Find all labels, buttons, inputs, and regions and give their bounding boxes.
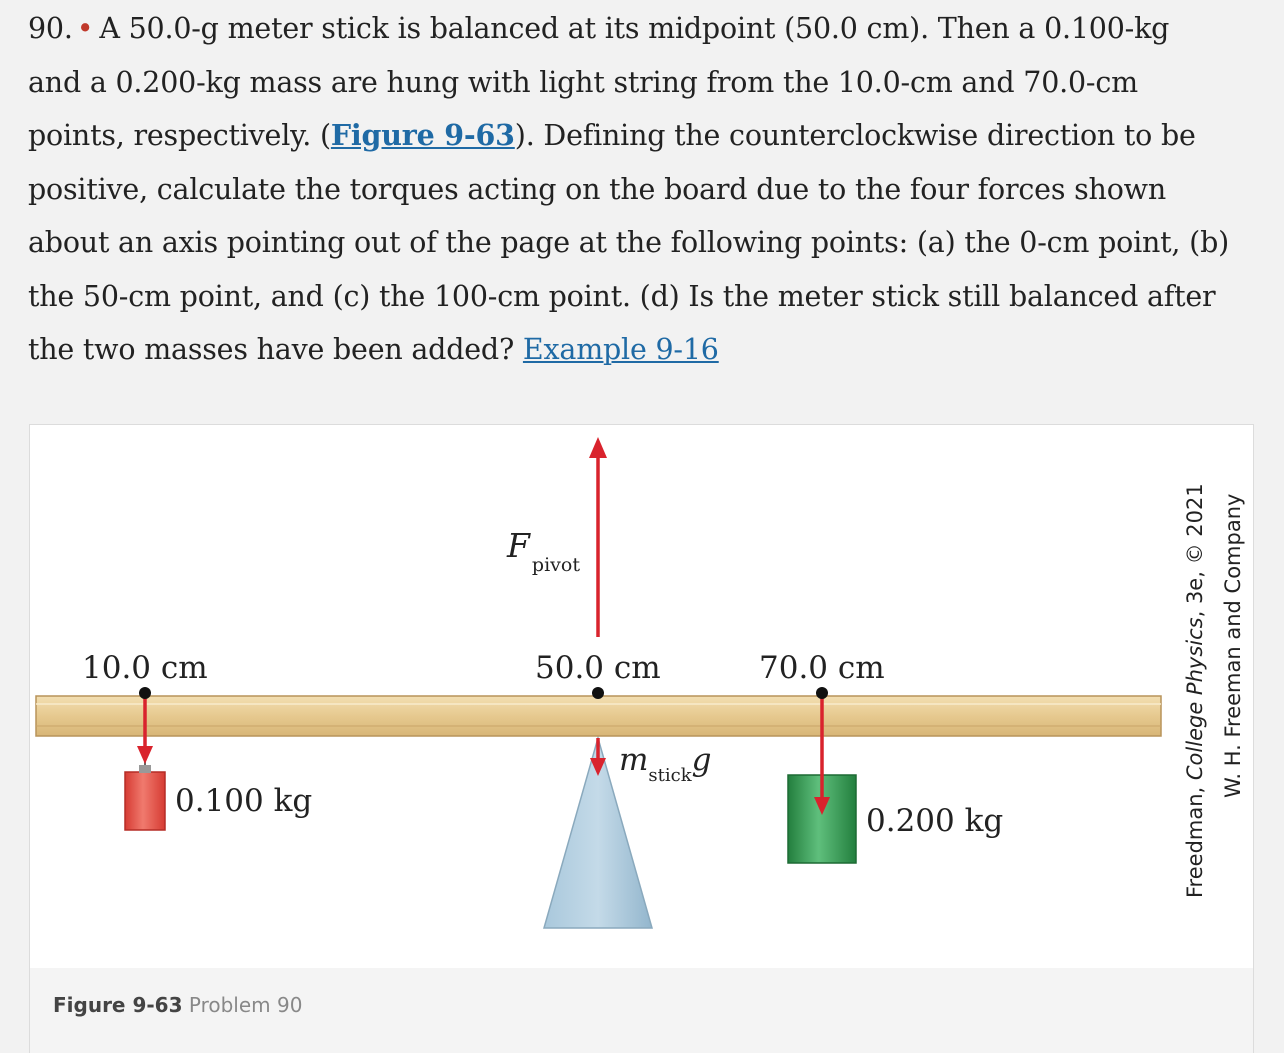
problem-line-4: positive, calculate the torques acting on the board due to the four forces shown <box>28 172 1166 206</box>
label-10cm: 10.0 cm <box>82 650 208 686</box>
small-mass-block <box>125 772 165 830</box>
label-f-pivot: Fpivot <box>507 526 580 576</box>
label-mass-small: 0.100 kg <box>175 783 313 819</box>
label-70cm: 70.0 cm <box>759 650 885 686</box>
label-stick-weight: mstickg <box>619 742 712 786</box>
point-10cm <box>139 687 151 699</box>
example-9-16-link[interactable]: Example 9-16 <box>522 333 719 366</box>
credit-line-1: Freedman, College Physics, 3e, © 2021 <box>1183 483 1207 898</box>
figure-9-63-link[interactable]: Figure 9-63 <box>330 118 515 152</box>
problem-line-7-pre: the two masses have been added? <box>28 333 523 366</box>
problem-line-5: about an axis pointing out of the page at the following points: (a) the 0-cm point, (b) <box>28 226 1230 259</box>
problem-line-3-post: ). Defining the counterclockwise direction to be <box>514 119 1196 152</box>
label-50cm: 50.0 cm <box>535 650 661 686</box>
weight-arrowhead-10cm-icon <box>137 746 153 764</box>
problem-line-3-pre: points, respectively. ( <box>28 119 331 152</box>
caption-label: Figure 9-63 <box>53 993 183 1017</box>
problem-line-2: and a 0.200-kg mass are hung with light string from the 10.0-cm and 70.0-cm <box>28 65 1138 99</box>
f-pivot-arrowhead-icon <box>589 437 607 458</box>
point-50cm <box>592 687 604 699</box>
meter-stick <box>36 696 1161 736</box>
problem-line-6: the 50-cm point, and (c) the 100-cm point. (d) Is the meter stick still balanced after <box>28 279 1216 313</box>
problem-number: 90. <box>28 12 73 45</box>
caption-text: Problem 90 <box>188 993 303 1017</box>
figure-caption <box>53 993 302 1017</box>
credit-line-2: W. H. Freeman and Company <box>1221 493 1245 798</box>
difficulty-bullet-icon: • <box>76 12 94 45</box>
label-mass-large: 0.200 kg <box>866 803 1004 839</box>
point-70cm <box>816 687 828 699</box>
problem-line-1-text: A 50.0-g meter stick is balanced at its midpoint (50.0 cm). Then a 0.100-kg <box>99 12 1170 45</box>
